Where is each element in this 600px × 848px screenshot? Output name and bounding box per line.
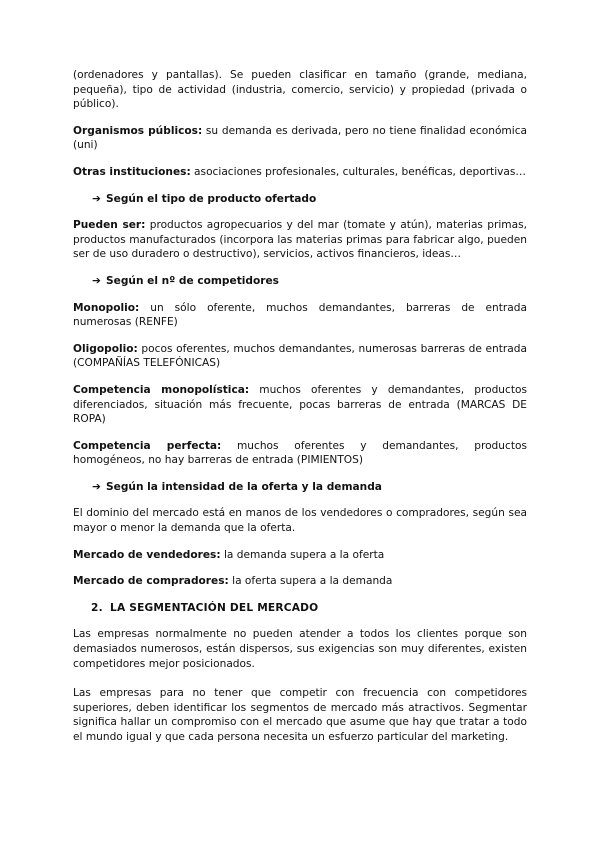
term-description: asociaciones profesionales, culturales, benéficas, deportivas… <box>190 165 527 178</box>
term-label: Competencia monopolística: <box>73 383 250 396</box>
term-label: Organismos públicos: <box>73 124 203 137</box>
term-description: un sólo oferente, muchos demandantes, barreras de entrada numerosas (RENFE) <box>73 301 527 329</box>
section-title: LA SEGMENTACIÓN DEL MERCADO <box>110 601 319 614</box>
paragraph-otras-instituciones <box>73 165 527 180</box>
paragraph-dominio-mercado: El dominio del mercado está en manos de los vendedores o compradores, según sea mayor o menor la demanda que la oferta. <box>73 507 527 535</box>
subheading-competidores <box>92 274 527 289</box>
paragraph-organismos-publicos <box>73 124 527 153</box>
term-description: la oferta supera a la demanda <box>228 575 393 588</box>
paragraph-mercado-vendedores <box>73 548 527 563</box>
arrow-icon: ➔ <box>92 192 101 205</box>
term-label: Monopolio: <box>73 301 140 314</box>
term-label: Otras instituciones: <box>73 165 191 178</box>
section-heading <box>91 601 527 616</box>
term-description: muchos oferentes y demandantes, productos diferenciados, situación más frecuente, pocas barreras de entrada (MARCAS DE ROPA) <box>73 383 527 426</box>
subheading-tipo-producto <box>92 192 527 207</box>
term-label: Competencia perfecta: <box>73 439 222 452</box>
paragraph-oligopolio <box>73 342 527 371</box>
term-description: pocos oferentes, muchos demandantes, numerosas barreras de entrada (COMPAÑÍAS TELEFÓNICAS) <box>73 342 527 370</box>
paragraph-empresas-clasificacion: (ordenadores y pantallas). Se pueden clasificar en tamaño (grande, mediana, pequeña), tipo de actividad (industria, comercio, servicio) y propiedad (privada o público). <box>73 69 527 111</box>
paragraph-competencia-monopolistica <box>73 383 527 427</box>
term-label: Oligopolio: <box>73 342 138 355</box>
paragraph-competencia-perfecta <box>73 439 527 468</box>
subheading-text: Según el tipo de producto ofertado <box>106 192 317 205</box>
subheading-intensidad <box>92 480 527 495</box>
paragraph-segmentar: Las empresas para no tener que competir con frecuencia con competidores superiores, deben identificar los segmentos de mercado más atractivos. Segmentar significa hallar un compromiso con el mercado que asume que hay que tratar a todo el mundo igual y que cada persona necesita un esfuerzo particular del marketing. <box>73 687 527 743</box>
arrow-icon: ➔ <box>92 274 101 287</box>
document-page <box>73 68 527 745</box>
term-label: Pueden ser: <box>73 219 146 232</box>
term-description: productos agropecuarios y del mar (tomate y atún), materias primas, productos manufacturados (incorpora las materias primas para fabricar algo, pueden ser de uso duradero o destructivo), servicios, activos financieros, ideas… <box>73 219 527 261</box>
paragraph-empresas-clientes: Las empresas normalmente no pueden atender a todos los clientes porque son demasiados numerosos, están dispersos, sus exigencias son muy diferentes, existen competidores mejor posicionados. <box>73 628 527 670</box>
term-label: Mercado de vendedores: <box>73 548 221 561</box>
subheading-text: Según el nº de competidores <box>106 274 279 287</box>
term-label: Mercado de compradores: <box>73 575 229 588</box>
term-description: la demanda supera a la oferta <box>220 548 385 561</box>
paragraph-pueden-ser <box>73 218 527 262</box>
term-description: su demanda es derivada, pero no tiene finalidad económica (uni) <box>73 124 528 152</box>
section-number: 2. <box>91 601 103 614</box>
paragraph-monopolio <box>73 301 527 330</box>
arrow-icon: ➔ <box>92 480 101 493</box>
term-description: muchos oferentes y demandantes, productos homogéneos, no hay barreras de entrada (PIMIENTOS) <box>73 439 527 467</box>
subheading-text: Según la intensidad de la oferta y la demanda <box>106 480 382 493</box>
paragraph-mercado-compradores <box>73 574 527 589</box>
